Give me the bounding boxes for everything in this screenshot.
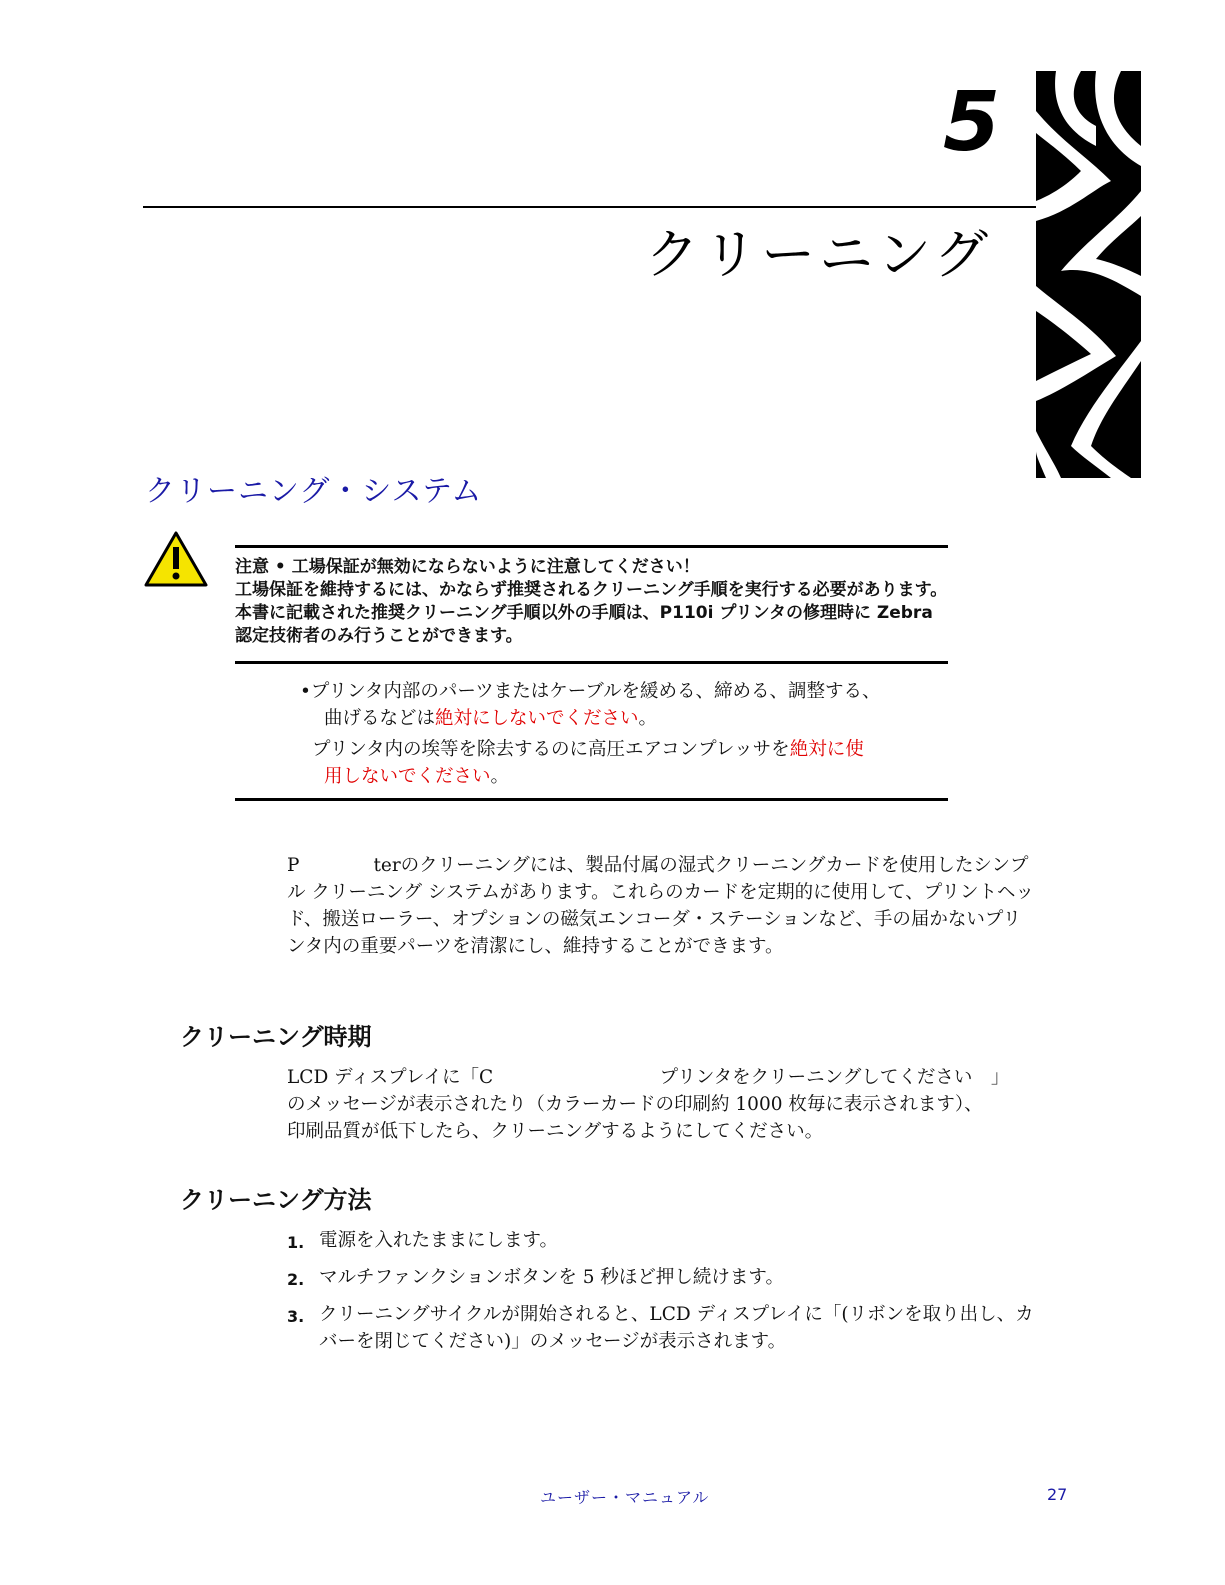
page-number: 27 bbox=[1047, 1485, 1068, 1504]
chapter-divider bbox=[143, 206, 1036, 208]
when-paragraph bbox=[287, 1064, 1042, 1145]
step-text: クリーニングサイクルが開始されると、LCD ディスプレイに「(リボンを取り出し、カバーを閉じてください)」のメッセージが表示されます。 bbox=[319, 1304, 1034, 1352]
caution-body: 工場保証を維持するには、かならず推奨されるクリーニング手順を実行する必要があります。本書に記載された推奨クリーニング手順以外の手順は、P110i プリンタの修理時に Zebra 認定技術者のみ行うことができます。 bbox=[235, 580, 948, 646]
note-text: •プリンタ内部のパーツまたはケーブルを緩める、締める、調整する、 bbox=[300, 681, 881, 702]
chapter-title: クリーニング bbox=[645, 223, 992, 286]
note-emphasis: 絶対にしないでください bbox=[435, 708, 639, 729]
caution-rule-top bbox=[235, 545, 948, 548]
steps-list bbox=[287, 1227, 1042, 1363]
step-text: マルチファンクションボタンを 5 秒ほど押し続けます。 bbox=[319, 1267, 784, 1288]
section-heading: クリーニング・システム bbox=[145, 474, 483, 509]
note-line bbox=[300, 763, 950, 790]
caution-rule-bottom bbox=[235, 798, 948, 801]
when-line: LCD ディスプレイに「C プリンタをクリーニングしてください 」 bbox=[287, 1067, 1010, 1088]
note-line bbox=[300, 678, 950, 705]
note-text: 曲げるなどは bbox=[324, 708, 436, 729]
zebra-stripe-tab bbox=[1036, 71, 1141, 478]
note-emphasis: 絶対に使 bbox=[789, 739, 864, 760]
intro-paragraph: P terのクリーニングには、製品付属の湿式クリーニングカードを使用したシンプル クリーニング システムがあります。これらのカードを定期的に使用して、プリントヘッド、搬送ローラー、オプションの磁気エンコーダ・ステーションなど、手の届かないプリンタ内の重要パーツを清潔にし、維持することができます。 bbox=[287, 855, 1034, 957]
when-line: のメッセージが表示されたり（カラーカードの印刷約 1000 枚毎に表示されます）、 bbox=[287, 1094, 983, 1115]
caution-block bbox=[235, 556, 948, 648]
note-line bbox=[300, 736, 950, 763]
note-text: プリンタ内の埃等を除去するのに高圧エアコンプレッサを bbox=[312, 739, 790, 760]
note-line bbox=[300, 705, 950, 732]
notes-block bbox=[300, 678, 950, 790]
step-text: 電源を入れたままにします。 bbox=[319, 1230, 559, 1251]
step-number: 2. bbox=[287, 1270, 305, 1289]
chapter-number: 5 bbox=[942, 75, 1000, 170]
subheading-how: クリーニング方法 bbox=[180, 1186, 372, 1214]
when-line: 印刷品質が低下したら、クリーニングするようにしてください。 bbox=[287, 1121, 824, 1142]
caution-title: 注意 • 工場保証が無効にならないように注意してください！ bbox=[235, 557, 700, 577]
footer-title: ユーザー・マニュアル bbox=[540, 1488, 710, 1507]
note-emphasis: 用しないでください bbox=[324, 766, 491, 787]
caution-rule-middle bbox=[235, 661, 948, 664]
step-item bbox=[287, 1301, 1042, 1355]
step-item bbox=[287, 1227, 1042, 1256]
step-number: 1. bbox=[287, 1233, 305, 1252]
step-number: 3. bbox=[287, 1307, 305, 1326]
note-text: 。 bbox=[638, 708, 658, 729]
step-item bbox=[287, 1264, 1042, 1293]
note-text: 。 bbox=[490, 766, 510, 787]
subheading-when: クリーニング時期 bbox=[180, 1023, 372, 1051]
warning-icon bbox=[143, 530, 209, 588]
